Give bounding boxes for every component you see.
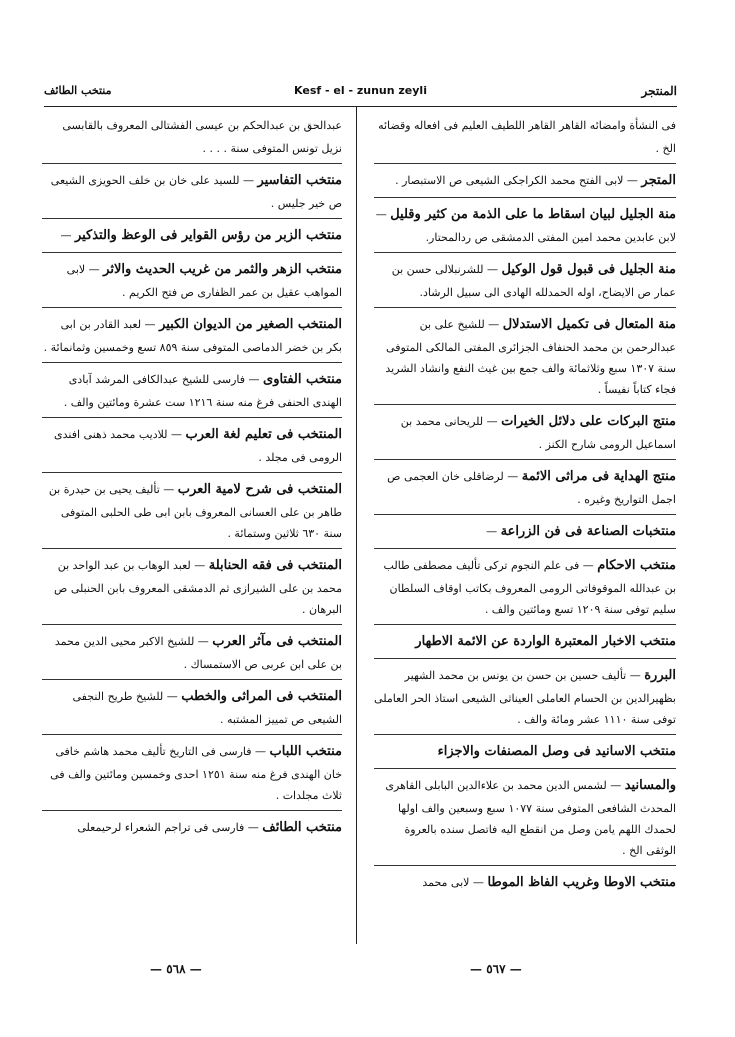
entry-separator bbox=[42, 417, 342, 418]
entry-title: منة الجليل لبيان اسقاط ما على الذمة من كثير وقليل bbox=[390, 207, 676, 222]
entry-body: — تأليف يحيى بن حيدرة بن طاهر بن على العسانى المعروف بابن ابى طى الحلبى المتوفى سنة ٦٣٠ ثلاثين وستمائة . bbox=[48, 483, 342, 540]
dictionary-entry bbox=[374, 740, 676, 764]
entry-body: — للريحانى محمد بن اسماعيل الرومى شارح الكنز . bbox=[400, 415, 676, 451]
dictionary-entry bbox=[42, 685, 342, 730]
dictionary-entry bbox=[374, 664, 676, 730]
dictionary-entry bbox=[374, 258, 676, 303]
entry-title: منتخب اللباب bbox=[269, 744, 342, 759]
dictionary-entry bbox=[42, 740, 342, 806]
entry-separator bbox=[42, 810, 342, 811]
entry-title: المنتخب فى مآثر العرب bbox=[212, 634, 342, 649]
page-number-right: — ٥٦٧ — bbox=[470, 962, 522, 976]
entry-title: المنتخب فى فقه الحنابلة bbox=[208, 558, 342, 573]
entry-title: منتخب الاسانيد فى وصل المصنفات والاجزاء bbox=[437, 744, 676, 759]
dictionary-entry bbox=[374, 774, 676, 861]
entry-separator bbox=[374, 768, 676, 769]
entry-separator bbox=[42, 624, 342, 625]
entry-separator bbox=[374, 459, 676, 460]
entry-body: — فى علم النجوم تركى تأليف مصطفى طالب بن عبدالله الموقوفاتى الرومى المعروف بكاتب اوقاف السلطان سليم توفى سنة ١٢٠٩ تسع ومائتين والف . bbox=[383, 559, 676, 616]
entry-title: والمسانيد bbox=[624, 778, 676, 793]
entry-body: — للشيخ الاكبر محيى الدين محمد بن على ابن عربى ص الاستمساك . bbox=[54, 635, 342, 671]
dictionary-entry bbox=[42, 554, 342, 620]
entry-separator bbox=[374, 548, 676, 549]
entry-title: منتخبات الصناعة فى فن الزراعة bbox=[500, 524, 676, 539]
entry-title: المنتخب فى المراثى والخطب bbox=[181, 689, 342, 704]
page-number-left: — ٥٦٨ — bbox=[150, 962, 202, 976]
entry-body: — لعبد القادر بن ابى بكر بن خضر الدماصى المتوفى سنة ٨٥٩ تسع وخمسين وثمانمائة . bbox=[43, 318, 342, 354]
entry-separator bbox=[42, 307, 342, 308]
entry-title: منة الجليل فى قبول قول الوكيل bbox=[501, 262, 676, 277]
entry-body: — bbox=[60, 229, 75, 242]
dictionary-entry bbox=[374, 465, 676, 510]
entry-separator bbox=[42, 548, 342, 549]
entry-body: — للاديب محمد ذهنى افندى الرومى فى مجلد . bbox=[54, 428, 342, 464]
entry-title: المنتخب فى تعليم لغة العرب bbox=[185, 427, 342, 442]
running-header bbox=[44, 84, 677, 108]
entry-title: منتخب الطائف bbox=[262, 820, 342, 835]
entry-separator bbox=[374, 163, 676, 164]
entry-separator bbox=[374, 865, 676, 866]
header-rule bbox=[44, 106, 677, 107]
header-right-title: المنتجر bbox=[641, 84, 677, 98]
entry-title: البررة bbox=[644, 668, 676, 683]
entry-separator bbox=[374, 514, 676, 515]
dictionary-entry bbox=[42, 368, 342, 413]
entry-body: — لابى المواهب عقيل بن عمر الظفارى ص فتح الكريم . bbox=[66, 263, 342, 299]
entry-separator bbox=[374, 734, 676, 735]
header-left-title: منتخب الطائف bbox=[44, 84, 112, 97]
entry-title: منتخب الاوطا وغريب الفاظ الموطا bbox=[487, 875, 676, 890]
dictionary-entry bbox=[374, 410, 676, 455]
dictionary-entry bbox=[374, 630, 676, 654]
entry-body: — فارسى فى التاريخ تأليف محمد هاشم خافى خان الهندى فرغ منه سنة ١٢٥١ احدى وخمسين ومائتين والف فى ثلاث مجلدات . bbox=[50, 745, 342, 802]
dictionary-entry bbox=[374, 313, 676, 400]
dictionary-entry bbox=[42, 313, 342, 358]
entry-body: — للشيخ طريح النجفى الشيعى ص تمييز المشتبه . bbox=[72, 690, 342, 726]
entry-title: المتجر bbox=[641, 173, 676, 188]
dictionary-entry bbox=[42, 423, 342, 468]
entry-title: منتج الهداية فى مراثى الائمة bbox=[521, 469, 676, 484]
dictionary-entry bbox=[42, 169, 342, 214]
column-divider bbox=[356, 106, 357, 944]
left-column bbox=[42, 114, 342, 844]
entry-title: منتخب التفاسير bbox=[257, 173, 342, 188]
dictionary-entry bbox=[42, 224, 342, 248]
entry-body: — تأليف حسين بن حسن بن يونس بن محمد الشهير بظهيرالدين بن الحسام العاملى العيناثى الشيعى استاذ الحر العاملى توفى سنة ١١١٠ عشر ومائة والف . bbox=[374, 669, 676, 726]
entry-title: المنتخب الصغير من الديوان الكبير bbox=[159, 317, 342, 332]
entry-title: المنتخب فى شرح لامية العرب bbox=[177, 482, 342, 497]
entry-separator bbox=[42, 252, 342, 253]
entry-separator bbox=[374, 252, 676, 253]
header-center-title: Kesf - el - zunun zeyli bbox=[294, 84, 427, 97]
entry-body: — فارسى فى تراجم الشعراء لرحيمعلى bbox=[77, 821, 263, 834]
entry-title: منتخب الزبر من رؤس القواير فى الوعظ والتذكير bbox=[74, 228, 342, 243]
entry-body: فى النشأة وامضائه القاهر القاهر اللطيف العليم فى افعاله وقضائه الخ . bbox=[378, 119, 676, 155]
entry-body: — لعبد الوهاب بن عبد الواحد بن محمد بن على الشيرازى ثم الدمشقى المعروف بابن الحنبلى ص البرهان . bbox=[54, 559, 342, 616]
dictionary-entry bbox=[42, 478, 342, 544]
entry-body: — لابن عابدين محمد امين المفتى الدمشقى ص ردالمحتار. bbox=[375, 208, 676, 244]
dictionary-entry bbox=[374, 554, 676, 620]
entry-body: — لابى الفتح محمد الكراجكى الشيعى ص الاستبصار . bbox=[395, 174, 642, 187]
entry-body: — للسيد على خان بن خلف الحويزى الشيعى ص خير جليس . bbox=[50, 174, 342, 210]
right-column bbox=[374, 114, 676, 899]
dictionary-entry bbox=[374, 114, 676, 159]
entry-separator bbox=[42, 362, 342, 363]
entry-body: — لابى محمد bbox=[422, 876, 488, 889]
entry-title: منة المتعال فى تكميل الاستدلال bbox=[502, 317, 676, 332]
entry-body: — bbox=[486, 525, 501, 538]
entry-body: عبدالحق بن عبدالحكم بن عيسى الفشتالى المعروف بالقابسى نزيل تونس المتوفى سنة . . . . bbox=[62, 119, 342, 155]
entry-separator bbox=[42, 163, 342, 164]
entry-title: منتخب الاحكام bbox=[597, 558, 676, 573]
entry-separator bbox=[374, 658, 676, 659]
entry-title: منتخب الاخبار المعتبرة الواردة عن الائمة الاطهار bbox=[415, 634, 676, 649]
entry-body: — للشيخ على بن عبدالرحمن بن محمد الحنفاف الجزائرى المفتى المالكى المتوفى سنة ١٣٠٧ سبع وثلاثمائة والف جمع بين غيث النفع وانشاد الشريد فجاء كتاباً نفيساً . bbox=[385, 318, 676, 396]
dictionary-entry bbox=[42, 816, 342, 840]
entry-body: — لرضاقلى خان العجمى ص اجمل التواريخ وغيره . bbox=[387, 470, 676, 506]
entry-separator bbox=[374, 197, 676, 198]
entry-separator bbox=[374, 624, 676, 625]
dictionary-entry bbox=[374, 871, 676, 895]
dictionary-entry bbox=[374, 203, 676, 248]
entry-title: منتخب الفتاوى bbox=[263, 372, 342, 387]
entry-separator bbox=[42, 218, 342, 219]
entry-title: منتخب الزهر والثمر من غريب الحديث والاثر bbox=[103, 262, 342, 277]
dictionary-entry bbox=[42, 258, 342, 303]
dictionary-entry bbox=[42, 630, 342, 675]
entry-body: — لشمس الدين محمد بن علاءالدين البابلى القاهرى المحدث الشافعى المتوفى سنة ١٠٧٧ سبع وسبعين والف اولها لحمدك اللهم يامن وصل من انقطع اليه فاتصل سنده بالعروة الوثقى الخ . bbox=[385, 779, 676, 857]
entry-separator bbox=[42, 679, 342, 680]
entry-separator bbox=[374, 307, 676, 308]
entry-separator bbox=[374, 404, 676, 405]
dictionary-entry bbox=[374, 169, 676, 193]
dictionary-entry bbox=[374, 520, 676, 544]
entry-separator bbox=[42, 472, 342, 473]
entry-separator bbox=[42, 734, 342, 735]
entry-title: منتج البركات على دلائل الخيرات bbox=[501, 414, 676, 429]
dictionary-entry bbox=[42, 114, 342, 159]
entry-body: — للشرنبلالى حسن بن عمار ص الايضاح، اوله الحمدلله الهادى الى سبيل الرشاد. bbox=[391, 263, 676, 299]
entry-body: — فارسى للشيخ عبدالكافى المرشد آبادى الهندى الحنفى فرغ منه سنة ١٢١٦ ست عشرة ومائتين والف . bbox=[63, 373, 342, 409]
